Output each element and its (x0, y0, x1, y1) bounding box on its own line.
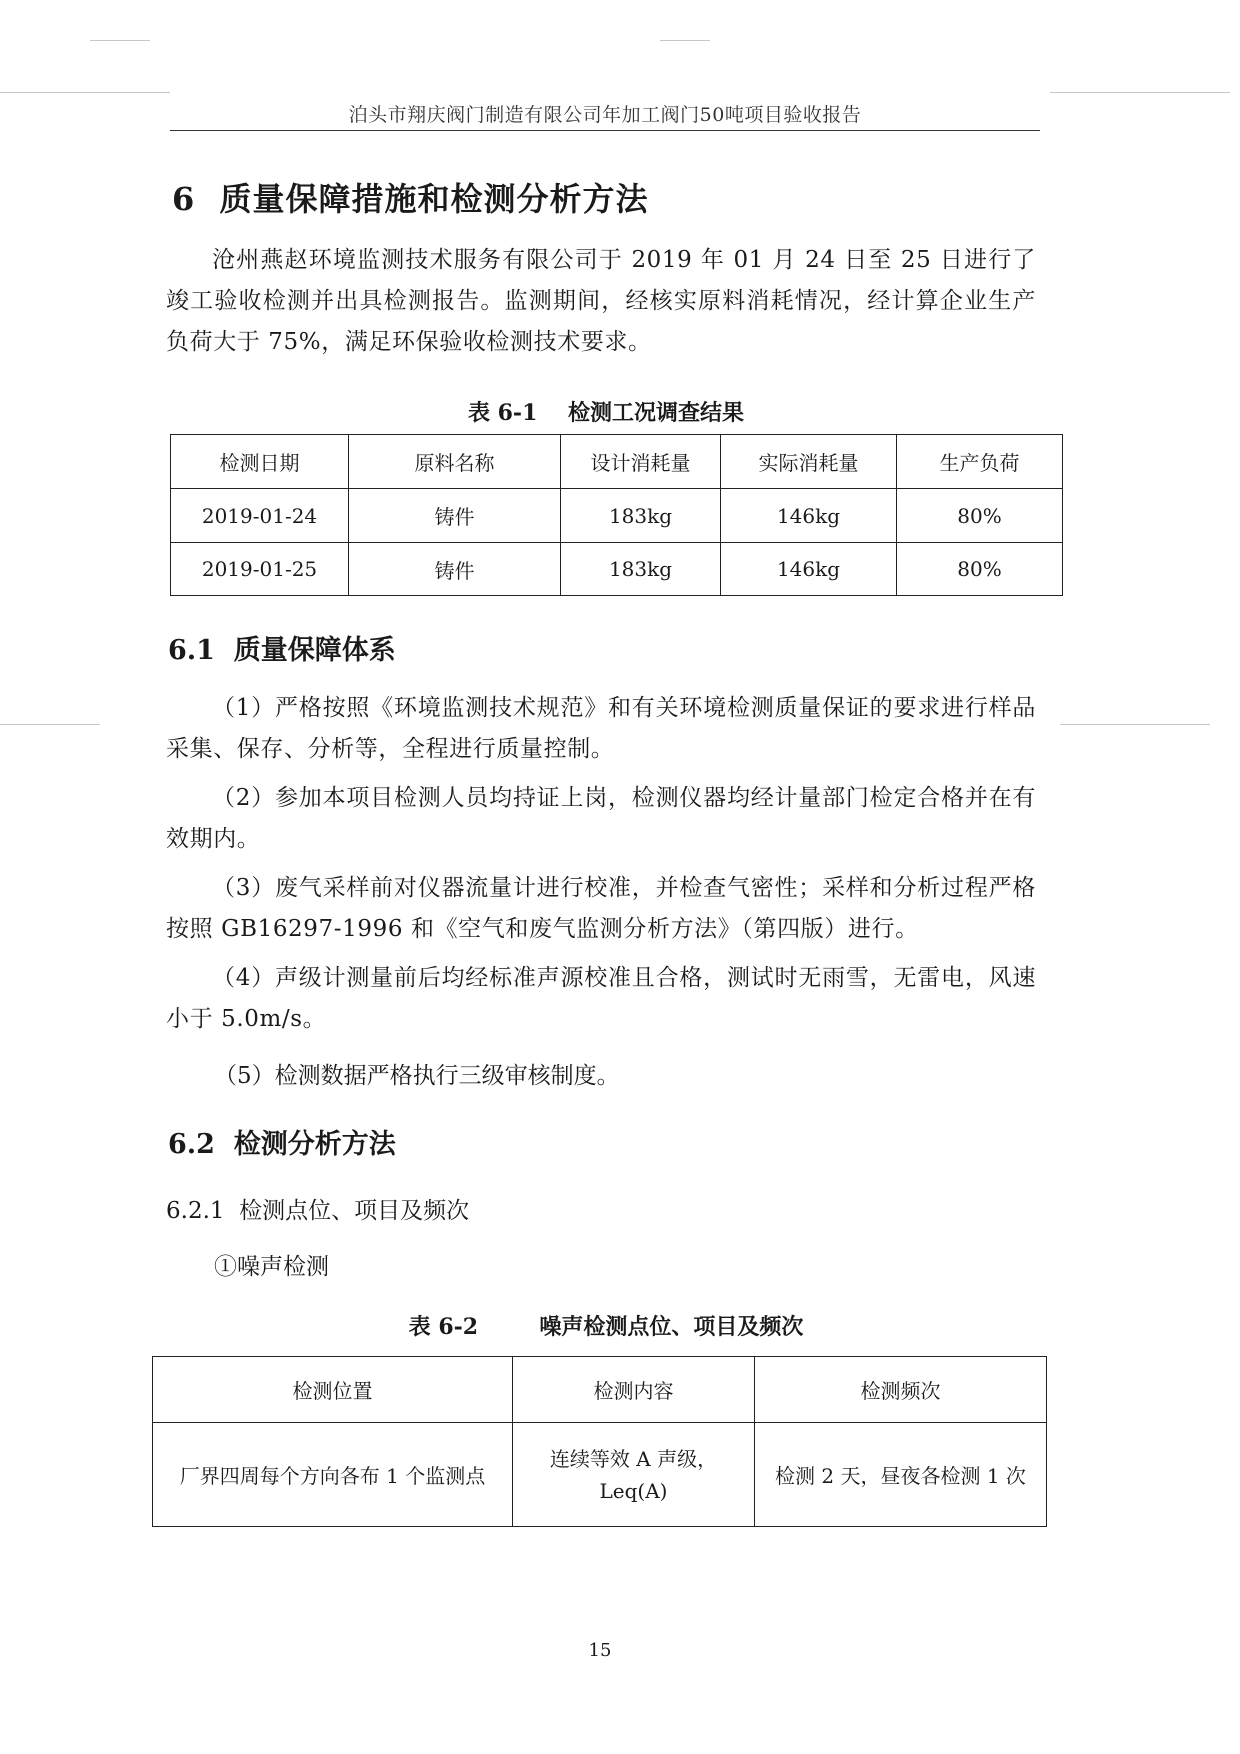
table-header-cell: 实际消耗量 (721, 435, 897, 489)
table-cell: 检测 2 天，昼夜各检测 1 次 (755, 1423, 1047, 1527)
table-cell: 146kg (721, 489, 897, 543)
scan-mark (0, 92, 170, 93)
scan-mark (660, 40, 710, 41)
table-cell: 146kg (721, 543, 897, 596)
table-header-cell: 检测位置 (153, 1357, 513, 1423)
quality-item-2: （2）参加本项目检测人员均持证上岗，检测仪器均经计量部门检定合格并在有效期内。 (166, 785, 1036, 852)
table-row (153, 1423, 1047, 1527)
page-number: 15 (588, 1640, 612, 1661)
running-header: 泊头市翔庆阀门制造有限公司年加工阀门50吨项目验收报告 (348, 104, 862, 126)
quality-item-1: （1）严格按照《环境监测技术规范》和有关环境检测质量保证的要求进行样品采集、保存、分析等，全程进行质量控制。 (166, 695, 1036, 762)
noise-detection-label: ①噪声检测 (214, 1254, 329, 1280)
scan-mark (90, 40, 150, 41)
table-header-cell: 检测内容 (513, 1357, 755, 1423)
table-cell: 183kg (561, 489, 721, 543)
table-header-cell: 检测频次 (755, 1357, 1047, 1423)
scan-mark (1050, 92, 1230, 93)
scan-mark (0, 724, 100, 725)
section-6-2-title: 6.2 检测分析方法 (168, 1129, 396, 1160)
section-6-2-1-title: 6.2.1 检测点位、项目及频次 (166, 1198, 470, 1224)
table-cell: 厂界四周每个方向各布 1 个监测点 (153, 1423, 513, 1527)
table-6-1-caption: 表 6-1 检测工况调查结果 (467, 400, 745, 426)
table-header-cell: 设计消耗量 (561, 435, 721, 489)
table-6-2 (152, 1356, 1047, 1527)
table-header-row (171, 435, 1063, 489)
table-6-2-caption: 表 6-2 噪声检测点位、项目及频次 (408, 1314, 804, 1340)
section-6-intro: 沧州燕赵环境监测技术服务有限公司于 2019 年 01 月 24 日至 25 日进行了竣工验收检测并出具检测报告。监测期间，经核实原料消耗情况，经计算企业生产负荷大于 75%，满足环保验收检测技术要求。 (166, 247, 1036, 355)
scan-mark (1060, 724, 1210, 725)
table-header-row (153, 1357, 1047, 1423)
header-rule (170, 130, 1040, 131)
table-header-cell: 原料名称 (349, 435, 561, 489)
table-cell: 80% (897, 543, 1063, 596)
table-cell: 2019-01-25 (171, 543, 349, 596)
table-header-cell: 检测日期 (171, 435, 349, 489)
table-cell: 2019-01-24 (171, 489, 349, 543)
table-cell: 铸件 (349, 489, 561, 543)
quality-item-4: （4）声级计测量前后均经标准声源校准且合格，测试时无雨雪，无雷电，风速小于 5.0m/s。 (166, 965, 1036, 1032)
table-cell: 80% (897, 489, 1063, 543)
quality-item-5: （5）检测数据严格执行三级审核制度。 (214, 1063, 620, 1089)
section-6-1-title: 6.1 质量保障体系 (168, 635, 396, 666)
table-header-cell: 生产负荷 (897, 435, 1063, 489)
table-cell: 铸件 (349, 543, 561, 596)
content-line-1: 连续等效 A 声级， (549, 1446, 718, 1471)
table-cell: 183kg (561, 543, 721, 596)
table-row (171, 543, 1063, 596)
section-6-title: 6 质量保障措施和检测分析方法 (172, 180, 649, 218)
content-line-2: Leq(A) (599, 1478, 668, 1503)
table-row (171, 489, 1063, 543)
table-cell (513, 1423, 755, 1527)
table-6-1 (170, 434, 1063, 596)
quality-item-3: （3）废气采样前对仪器流量计进行校准，并检查气密性；采样和分析过程严格按照 GB16297-1996 和《空气和废气监测分析方法》（第四版）进行。 (166, 875, 1036, 942)
